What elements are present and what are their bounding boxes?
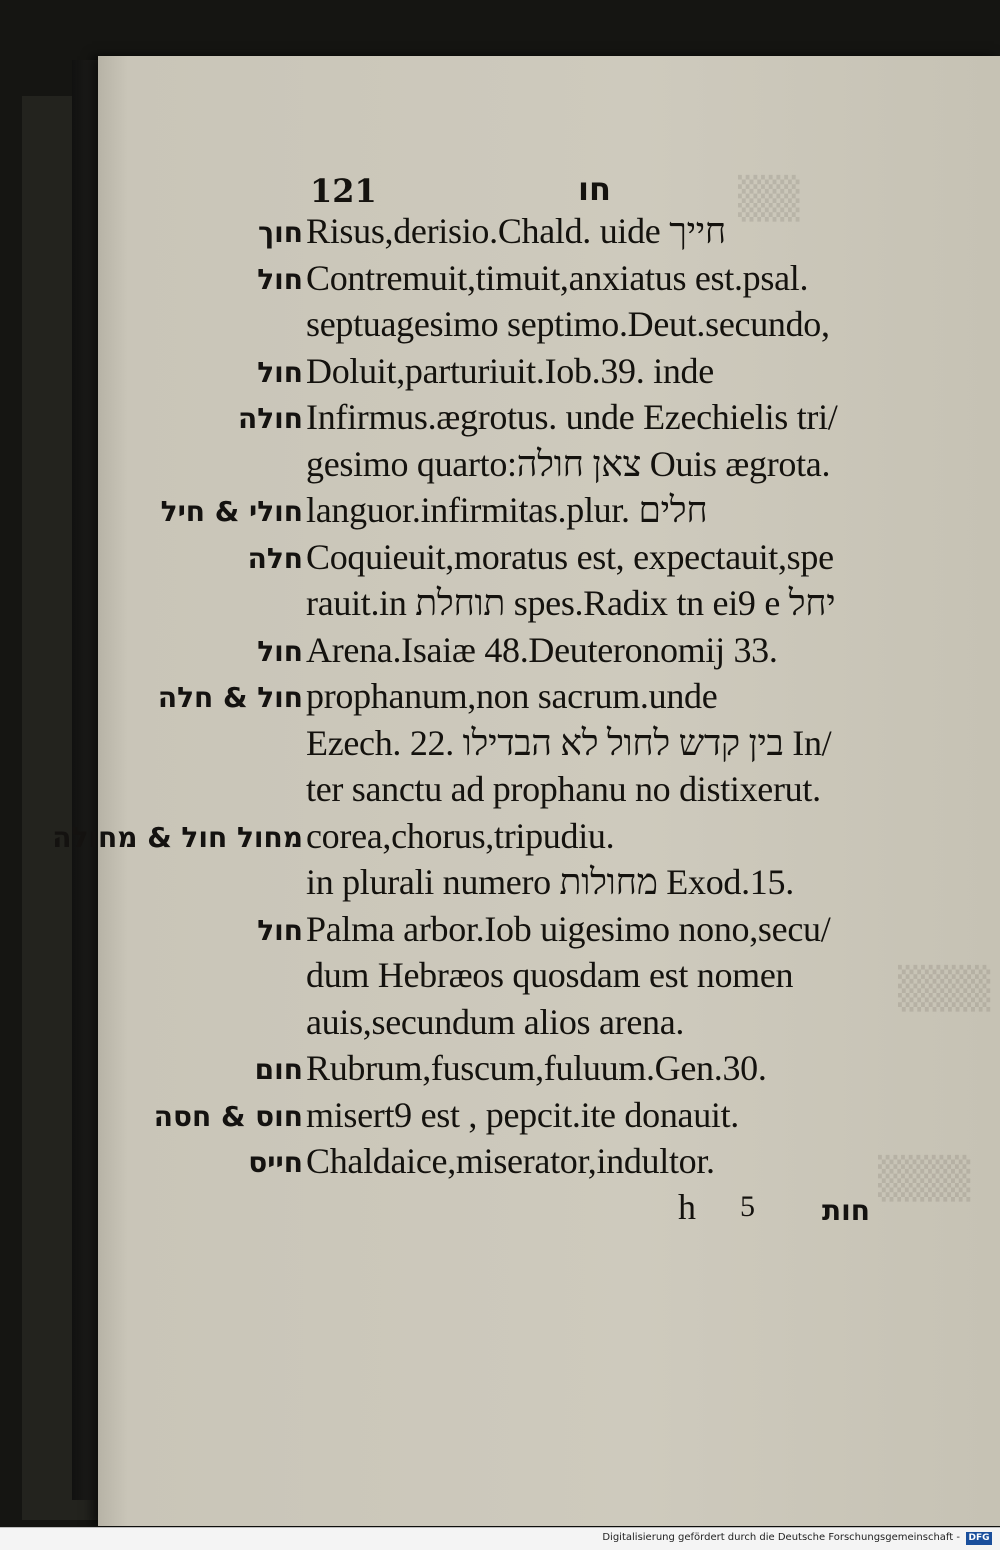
signature-number: 5 xyxy=(740,1190,755,1223)
entry-text: Contremuit,timuit,anxiatus est.psal. xyxy=(306,257,809,298)
entry-headword: חול & חלה xyxy=(157,681,303,714)
entry-text: misert9 est , pepcit.ite donauit. xyxy=(306,1094,739,1135)
footer-bar xyxy=(0,1527,1000,1550)
entry-headword: חול xyxy=(257,355,303,389)
entry-headword: חייס xyxy=(248,1146,303,1179)
entry-text: languor.infirmitas.plur. חלים xyxy=(306,490,708,530)
book-page xyxy=(52,56,1000,1526)
entry-headword: חוך xyxy=(257,216,303,249)
bleed-through-mark: ▒▒ xyxy=(738,176,800,222)
entry-text: Arena.Isaiæ 48.Deuteronomij 33. xyxy=(306,629,778,670)
entry-text: ter sanctu ad prophanu no distixerut. xyxy=(306,769,821,809)
entry-text: Risus,derisio.Chald. uide חייך xyxy=(306,211,726,251)
entry-text: dum Hebræos quosdam est nomen xyxy=(306,955,794,995)
entry-text: Coquieuit,moratus est, expectauit,spe xyxy=(306,536,834,577)
entry-headword: חלה xyxy=(247,541,303,575)
entry-text: Infirmus.ægrotus. unde Ezechielis tri/ xyxy=(306,397,838,437)
entry-text: gesimo quarto:צאן חולה Ouis ægrota. xyxy=(306,443,831,484)
dfg-logo: DFG xyxy=(966,1532,992,1545)
signature-letter: h xyxy=(678,1187,696,1227)
entry-text: septuagesimo septimo.Deut.secundo, xyxy=(306,304,830,344)
entry-text: Doluit,parturiuit.Iob.39. inde xyxy=(306,350,714,391)
entry-text: prophanum,non sacrum.unde xyxy=(306,676,718,716)
bleed-through-mark: ▒▒▒ xyxy=(878,1156,971,1202)
entry-headword: חולה xyxy=(237,402,303,435)
entry-text: Rubrum,fuscum,fuluum.Gen.30. xyxy=(306,1048,767,1088)
bleed-through-mark: ▒▒▒ xyxy=(898,966,991,1012)
entry-headword: חול xyxy=(257,262,303,296)
entry-headword: חום xyxy=(254,1053,303,1086)
entry-text: auis,secundum alios arena. xyxy=(306,1001,685,1042)
catchword: חות xyxy=(822,1194,870,1227)
entry-text: rauit.in תוחלת spes.Radix tn ei9 e יחל xyxy=(306,583,836,623)
entry-text: corea,chorus,tripudiu. xyxy=(306,815,615,856)
entry-headword: חול xyxy=(257,634,303,668)
entry-headword: מחול חול & מחולה xyxy=(52,820,303,854)
entry-text: Ezech. 22. בין קדש לחול לא הבדילו In/ xyxy=(306,722,832,763)
entry-headword: חוס & חסה xyxy=(153,1099,303,1133)
entry-text: in plurali numero מחולות Exod.15. xyxy=(306,862,794,902)
entry-headword: חולי & חיל xyxy=(160,495,303,528)
running-head: חו xyxy=(578,170,611,208)
page-number: 121 xyxy=(310,172,377,210)
entry-headword: חול xyxy=(257,913,303,947)
entry-text: Palma arbor.Iob uigesimo nono,secu/ xyxy=(306,908,831,949)
entry-text: Chaldaice,miserator,indultor. xyxy=(306,1141,715,1181)
footer-credit: Digitalisierung gefördert durch die Deutsche Forschungsgemeinschaft - xyxy=(602,1532,960,1543)
